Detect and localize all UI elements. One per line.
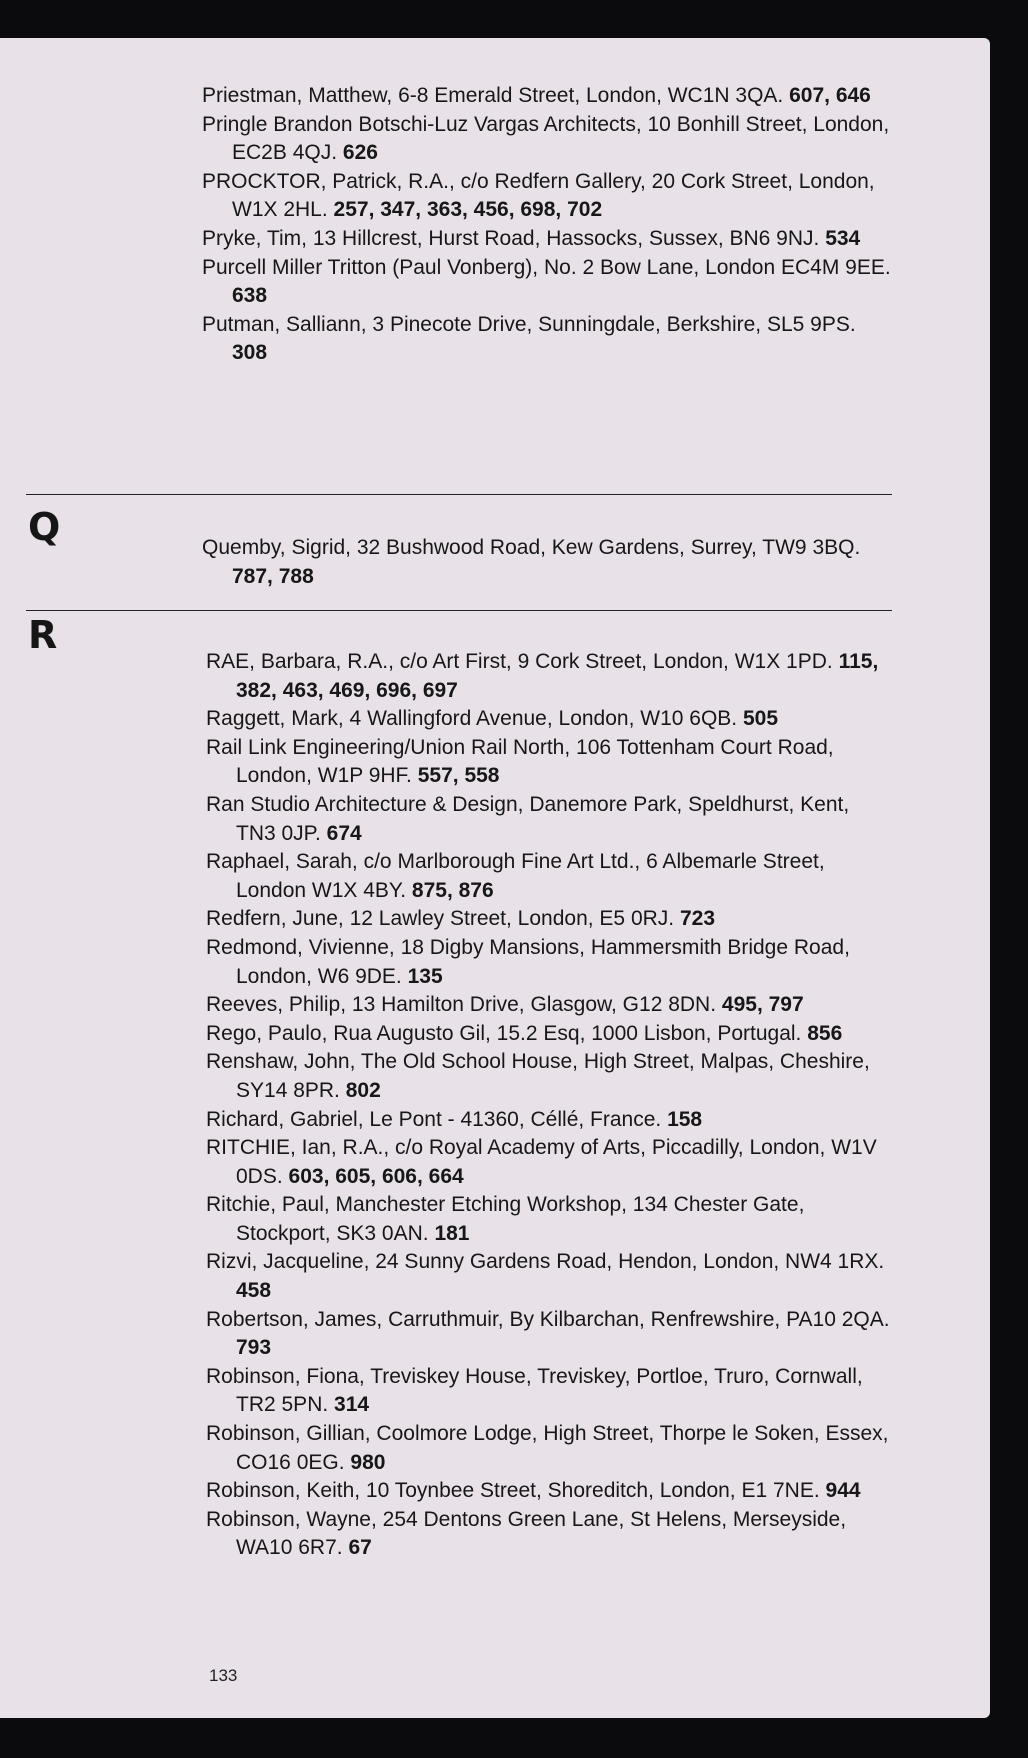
entry-pages: 557, 558 (417, 764, 500, 788)
entry-text: Purcell Miller Tritton (Paul Vonberg), No. 2 Bow Lane, London EC4M 9EE. (202, 255, 891, 279)
entry-pages: 607, 646 (789, 84, 871, 107)
index-entry (202, 254, 892, 311)
entry-pages: 787, 788 (232, 564, 314, 588)
index-entry (206, 1363, 892, 1420)
entry-pages: 308 (232, 341, 268, 365)
entry-text: Rail Link Engineering/Union Rail North, 106 Tottenham Court Road, London, W1P 9HF. (206, 735, 834, 788)
entry-text: Rego, Paulo, Rua Augusto Gil, 15.2 Esq, 1000 Lisbon, Portugal. (206, 1021, 802, 1045)
entry-pages: 944 (825, 1479, 861, 1503)
index-entry (206, 1248, 892, 1305)
entry-text: Robertson, James, Carruthmuir, By Kilbarchan, Renfrewshire, PA10 2QA. (206, 1307, 890, 1331)
entry-pages: 856 (807, 1021, 843, 1045)
entry-pages: 135 (407, 964, 443, 988)
entry-pages: 603, 605, 606, 664 (288, 1164, 464, 1188)
entry-text: Pringle Brandon Botschi-Luz Vargas Architects, 10 Bonhill Street, London, EC2B 4QJ. (202, 112, 890, 165)
entry-text: PROCKTOR, Patrick, R.A., c/o Redfern Gallery, 20 Cork Street, London, W1X 2HL. (202, 169, 875, 222)
page-number: 133 (209, 1666, 238, 1685)
index-entry (202, 311, 892, 368)
index-entry (206, 905, 892, 934)
entry-text: Pryke, Tim, 13 Hillcrest, Hurst Road, Hassocks, Sussex, BN6 9NJ. (202, 226, 820, 250)
index-entry (206, 1506, 892, 1563)
entry-pages: 793 (236, 1336, 272, 1360)
entry-pages: 626 (342, 141, 378, 165)
entry-pages: 980 (350, 1450, 386, 1474)
index-entry (206, 991, 892, 1020)
entry-text: Ritchie, Paul, Manchester Etching Workshop, 134 Chester Gate, Stockport, SK3 0AN. (206, 1193, 805, 1245)
entry-pages: 115, 382, 463, 469, 696, 697 (236, 650, 879, 702)
section-letter-q: Q (28, 505, 61, 549)
entry-text: Robinson, Fiona, Treviskey House, Treviskey, Portloe, Truro, Cornwall, TR2 5PN. (206, 1364, 863, 1417)
entry-pages: 495, 797 (721, 993, 804, 1017)
entry-text: Richard, Gabriel, Le Pont - 41360, Céllé, France. (206, 1107, 662, 1131)
entry-pages: 534 (825, 226, 861, 250)
index-entry (206, 1134, 892, 1191)
index-entry (206, 1191, 892, 1248)
entry-pages: 67 (348, 1536, 372, 1560)
index-entry (206, 1306, 892, 1363)
index-entry (206, 1048, 892, 1105)
entry-pages: 257, 347, 363, 456, 698, 702 (333, 198, 603, 222)
entry-text: Ran Studio Architecture & Design, Danemore Park, Speldhurst, Kent, TN3 0JP. (206, 792, 850, 845)
entry-text: Quemby, Sigrid, 32 Bushwood Road, Kew Gardens, Surrey, TW9 3BQ. (202, 536, 861, 559)
entry-text: Raphael, Sarah, c/o Marlborough Fine Art Ltd., 6 Albemarle Street, London W1X 4BY. (206, 850, 825, 902)
entry-text: Renshaw, John, The Old School House, High Street, Malpas, Cheshire, SY14 8PR. (206, 1050, 870, 1102)
index-entry (206, 791, 892, 848)
entry-text: Reeves, Philip, 13 Hamilton Drive, Glasgow, G12 8DN. (206, 993, 717, 1017)
entry-text: Robinson, Wayne, 254 Dentons Green Lane, St Helens, Merseyside, WA10 6R7. (206, 1507, 847, 1560)
index-entry (202, 225, 892, 254)
index-entry (206, 848, 892, 905)
entry-pages: 638 (232, 284, 268, 308)
entry-pages: 802 (345, 1078, 381, 1102)
entry-text: Robinson, Gillian, Coolmore Lodge, High Street, Thorpe le Soken, Essex, CO16 0EG. (206, 1422, 889, 1474)
entries-r (206, 648, 892, 1563)
index-entry (202, 534, 892, 591)
index-entry (202, 82, 892, 111)
entry-pages: 458 (236, 1279, 272, 1303)
section-divider (26, 494, 892, 495)
entry-pages: 181 (434, 1221, 470, 1245)
entry-text: Robinson, Keith, 10 Toynbee Street, Shoreditch, London, E1 7NE. (206, 1479, 820, 1503)
entry-text: Redfern, June, 12 Lawley Street, London, E5 0RJ. (206, 907, 675, 931)
entry-text: Raggett, Mark, 4 Wallingford Avenue, London, W10 6QB. (206, 707, 738, 731)
index-entry (206, 648, 892, 705)
entry-text: Priestman, Matthew, 6-8 Emerald Street, London, WC1N 3QA. (202, 84, 784, 107)
entry-pages: 723 (679, 907, 716, 931)
entry-text: RAE, Barbara, R.A., c/o Art First, 9 Cork Street, London, W1X 1PD. (206, 650, 833, 673)
index-entry (206, 934, 892, 991)
index-entry (206, 1020, 892, 1049)
section-divider (26, 610, 892, 611)
section-letter-r: R (28, 613, 58, 657)
book-page (0, 38, 990, 1718)
index-entry (202, 111, 892, 168)
entry-pages: 875, 876 (411, 878, 494, 902)
entry-text: RITCHIE, Ian, R.A., c/o Royal Academy of Arts, Piccadilly, London, W1V 0DS. (206, 1136, 877, 1188)
entry-text: Rizvi, Jacqueline, 24 Sunny Gardens Road, Hendon, London, NW4 1RX. (206, 1250, 885, 1274)
entry-pages: 505 (742, 707, 779, 731)
index-entry (206, 734, 892, 791)
index-entry (206, 1420, 892, 1477)
entries-p (202, 82, 892, 368)
index-entry (206, 1477, 892, 1506)
index-entry (202, 168, 892, 225)
entry-pages: 314 (334, 1393, 370, 1417)
entry-pages: 158 (667, 1107, 703, 1131)
entry-text: Redmond, Vivienne, 18 Digby Mansions, Hammersmith Bridge Road, London, W6 9DE. (206, 935, 850, 988)
entry-text: Putman, Salliann, 3 Pinecote Drive, Sunningdale, Berkshire, SL5 9PS. (202, 312, 856, 336)
index-entry (206, 705, 892, 734)
index-entry (206, 1106, 892, 1135)
entries-q-list (202, 534, 892, 591)
entry-pages: 674 (326, 821, 362, 845)
